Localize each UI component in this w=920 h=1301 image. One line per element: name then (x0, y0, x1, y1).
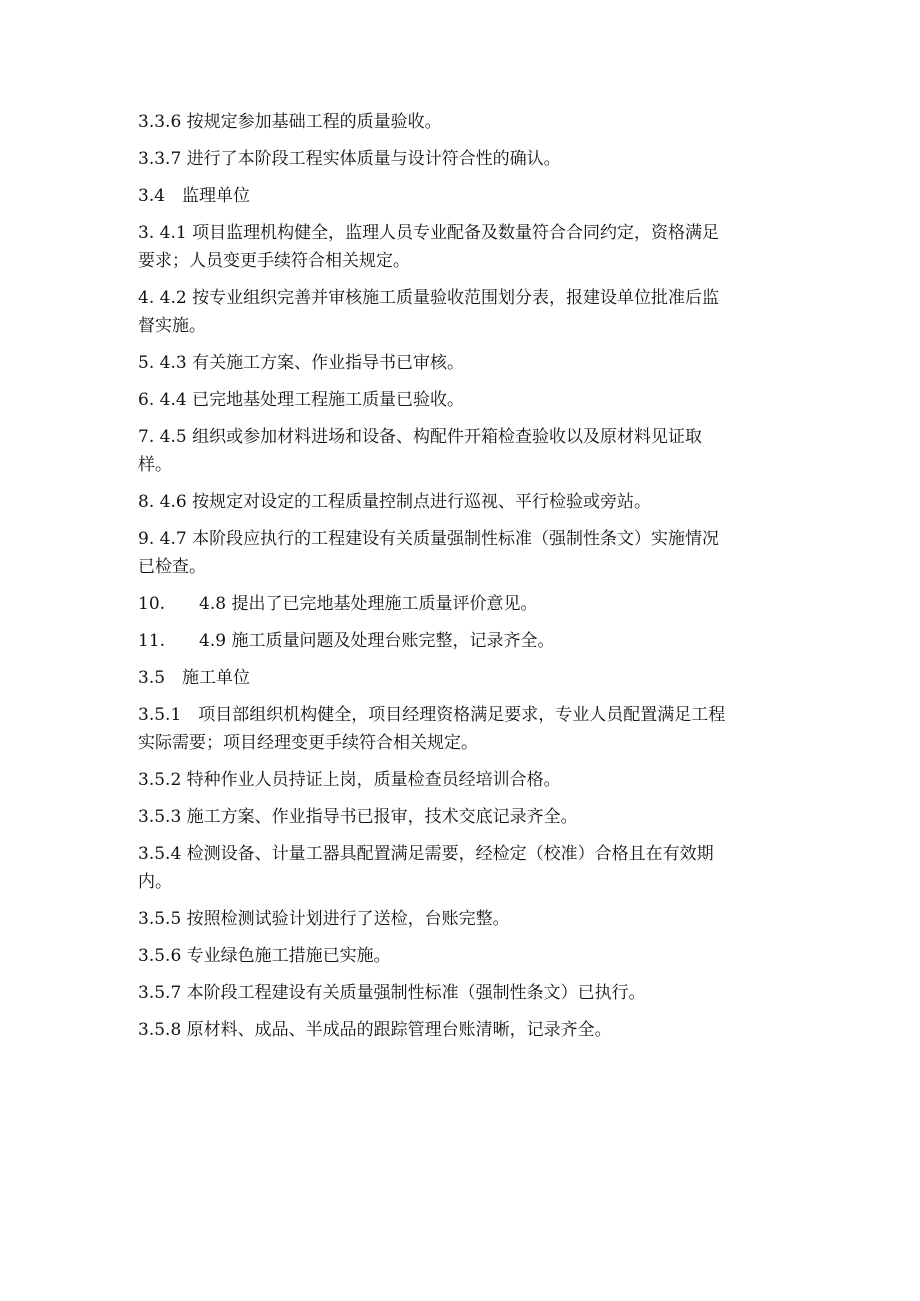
text-line: 实际需要；项目经理变更手续符合相关规定。 (138, 733, 478, 753)
text-line: 9. 4.7 本阶段应执行的工程建设有关质量强制性标准（强制性条文）实施情况 (138, 529, 720, 549)
paragraph (138, 488, 788, 516)
text-line: 3. 4.1 项目监理机构健全，监理人员专业配备及数量符合合同约定，资格满足 (138, 223, 720, 243)
paragraph (138, 284, 788, 340)
text-line: 3.5.3 施工方案、作业指导书已报审，技术交底记录齐全。 (138, 807, 578, 827)
text-line: 3.5.8 原材料、成品、半成品的跟踪管理台账清晰，记录齐全。 (138, 1020, 612, 1040)
paragraph (138, 108, 788, 136)
text-line: 3.5.6 专业绿色施工措施已实施。 (138, 946, 391, 966)
text-line: 已检查。 (138, 557, 206, 577)
text-line: 5. 4.3 有关施工方案、作业指导书已审核。 (138, 353, 465, 373)
paragraph (138, 525, 788, 581)
text-line: 3.5 施工单位 (138, 668, 251, 688)
paragraph (138, 1016, 788, 1044)
paragraph (138, 219, 788, 275)
paragraph (138, 627, 788, 655)
paragraph (138, 349, 788, 377)
paragraph (138, 942, 788, 970)
text-line: 3.3.6 按规定参加基础工程的质量验收。 (138, 112, 442, 132)
text-line: 3.3.7 进行了本阶段工程实体质量与设计符合性的确认。 (138, 149, 561, 169)
paragraph (138, 182, 788, 210)
paragraph (138, 701, 788, 757)
paragraph (138, 979, 788, 1007)
text-line: 4. 4.2 按专业组织完善并审核施工质量验收范围划分表，报建设单位批准后监 (138, 288, 720, 308)
paragraph (138, 803, 788, 831)
text-line: 6. 4.4 已完地基处理工程施工质量已验收。 (138, 390, 465, 410)
text-line: 3.5.7 本阶段工程建设有关质量强制性标准（强制性条文）已执行。 (138, 983, 646, 1003)
text-line: 3.5.2 特种作业人员持证上岗，质量检查员经培训合格。 (138, 770, 561, 790)
text-line: 3.5.4 检测设备、计量工器具配置满足需要，经检定（校准）合格且在有效期 (138, 844, 714, 864)
text-line: 11. 4.9 施工质量问题及处理台账完整，记录齐全。 (138, 631, 555, 651)
paragraph (138, 905, 788, 933)
text-line: 8. 4.6 按规定对设定的工程质量控制点进行巡视、平行检验或旁站。 (138, 492, 652, 512)
paragraph (138, 664, 788, 692)
paragraph (138, 840, 788, 896)
text-line: 10. 4.8 提出了已完地基处理施工质量评价意见。 (138, 594, 538, 614)
paragraph (138, 423, 788, 479)
paragraph (138, 590, 788, 618)
paragraph (138, 766, 788, 794)
text-line: 3.5.5 按照检测试验计划进行了送检，台账完整。 (138, 909, 510, 929)
text-line: 要求；人员变更手续符合相关规定。 (138, 251, 410, 271)
paragraph (138, 386, 788, 414)
paragraph (138, 145, 788, 173)
document-body (138, 108, 788, 1053)
text-line: 7. 4.5 组织或参加材料进场和设备、构配件开箱检查验收以及原材料见证取 (138, 427, 703, 447)
text-line: 内。 (138, 872, 172, 892)
text-line: 3.4 监理单位 (138, 186, 251, 206)
text-line: 3.5.1 项目部组织机构健全，项目经理资格满足要求，专业人员配置满足工程 (138, 705, 726, 725)
text-line: 督实施。 (138, 316, 206, 336)
text-line: 样。 (138, 455, 172, 475)
